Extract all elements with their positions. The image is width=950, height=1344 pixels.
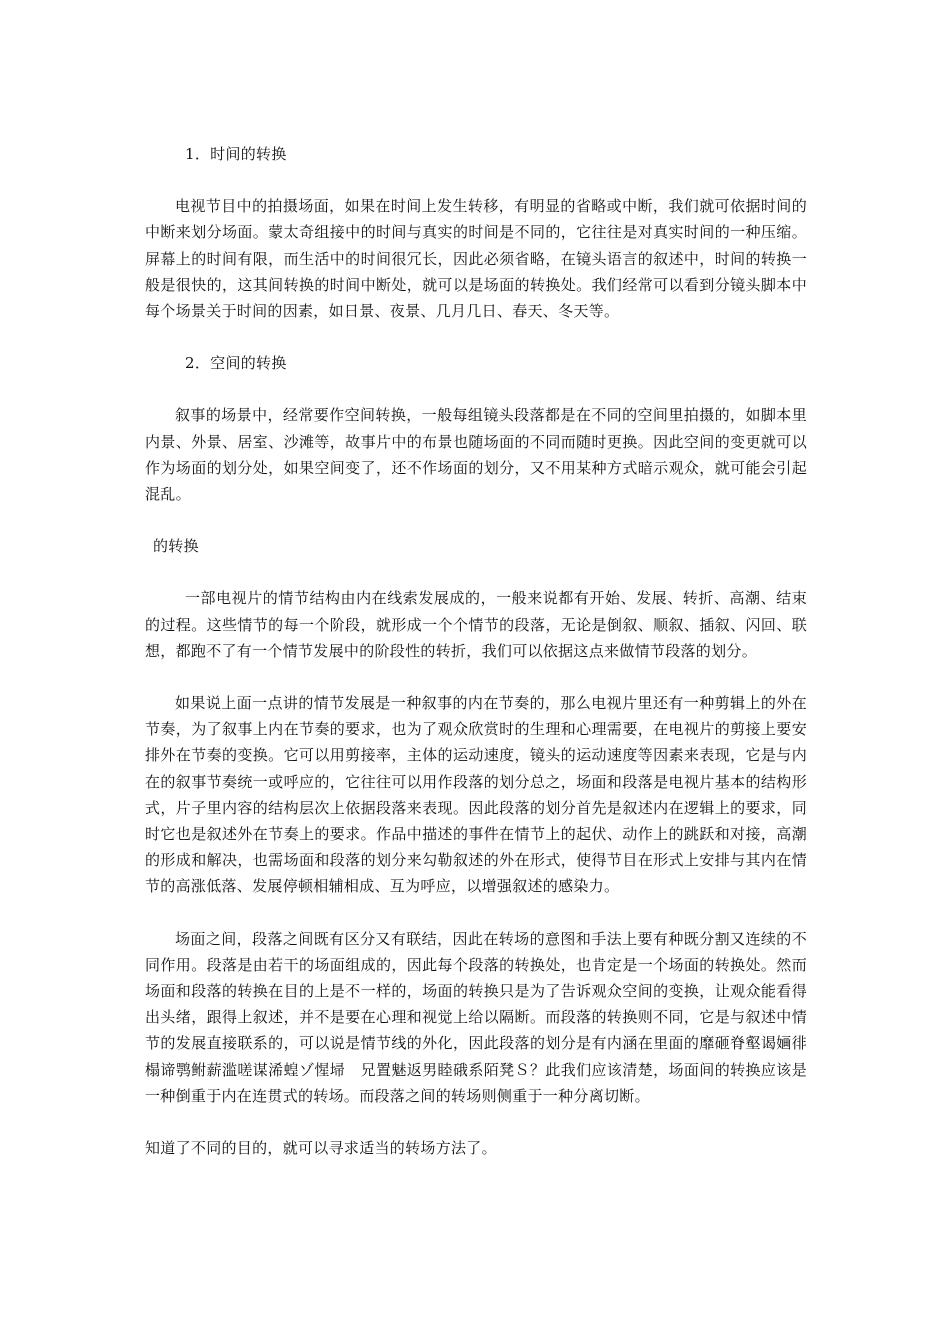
- spacer: [145, 1109, 807, 1135]
- section-3-paragraph-2: 如果说上面一点讲的情节发展是一种叙事的内在节奏的，那么电视片里还有一种剪辑上的外在节奏，为了叙事上内在节奏的要求，也为了观众欣赏时的生理和心理需要，在电视片的剪接上要安排外在节奏的变换。它可以用剪接率，主体的运动速度，镜头的运动速度等因素来表现，它是与内在的叙事节奏统一或呼应的，它往往可以用作段落的划分总之，场面和段落是电视片基本的结构形式，片子里内容的结构层次上依据段落来表现。因此段落的划分首先是叙述内在逻辑上的要求，同时它也是叙述外在节奏上的要求。作品中描述的事件在情节上的起伏、动作上的跳跃和对接，高潮的形成和解决，也需场面和段落的划分来勾勒叙述的外在形式，使得节目在形式上安排与其内在情节的高涨低落、发展停顿相辅相成、互为呼应，以增强叙述的感染力。: [145, 694, 807, 896]
- section-3-paragraph-4: 知道了不同的目的，就可以寻求适当的转场方法了。: [145, 1139, 497, 1158]
- spacer: [145, 167, 807, 193]
- section-2-paragraph: 叙事的场景中，经常要作空间转换，一般每组镜头段落都是在不同的空间里拍摄的，如脚本里内景、外景、居室、沙滩等，故事片中的布景也随场面的不同而随时更换。因此空间的变更就可以作为场面的划分处，如果空间变了，还不作场面的划分，又不用某种方式暗示观众，就可能会引起混乱。: [145, 406, 807, 504]
- section-2-heading: 2．空间的转换: [185, 354, 287, 373]
- spacer: [145, 507, 807, 533]
- spacer: [145, 559, 807, 585]
- section-3-paragraph-3: 场面之间，段落之间既有区分又有联结，因此在转场的意图和手法上要有种既分割又连续的不同作用。段落是由若干的场面组成的，因此每个段落的转换处，也肯定是一个场面的转换处。然而场面和段落的转换在目的上是不一样的，场面的转换只是为了告诉观众空间的变换，让观众能看得出头绪，跟得上叙述，并不是要在心理和视觉上给以隔断。而段落的转换则不同，它是与叙述中情节的发展直接联系的，可以说是情节线的外化，因此段落的划分是有内涵在里面的靡砸脊壑谒婳徘榻谛鹗鲋薪滥嗟谋浠蝗ゾ惺埽 兄置魅返男睦硪系陌凳Ｓ？此我们应该清楚，场面间的转换应该是一种倒重于内在连贯式的转场。而段落之间的转场则侧重于一种分离切断。: [145, 929, 807, 1105]
- spacer: [145, 664, 807, 690]
- document-page: [145, 141, 807, 1161]
- section-1-paragraph: 电视节目中的拍摄场面，如果在时间上发生转移，有明显的省略或中断，我们就可依据时间的中断来划分场面。蒙太奇组接中的时间与真实的时间是不同的，它往往是对真实时间的一种压缩。屏幕上的时间有限，而生活中的时间很冗长，因此必须省略，在镜头语言的叙述中，时间的转换一般是很快的，这其间转换的时间中断处，就可以是场面的转换处。我们经常可以看到分镜头脚本中每个场景关于时间的因素，如日景、夜景、几月几日、春天、冬天等。: [145, 197, 807, 321]
- spacer: [145, 376, 807, 402]
- spacer: [145, 900, 807, 926]
- spacer: [145, 324, 807, 350]
- section-3-heading: 的转换: [153, 537, 199, 556]
- section-3-paragraph-1: 一部电视片的情节结构由内在线索发展成的，一般来说都有开始、发展、转折、高潮、结束的过程。这些情节的每一个阶段，就形成一个个情节的段落，无论是倒叙、顺叙、插叙、闪回、联想，都跑不了有一个情节发展中的阶段性的转折，我们可以依据这点来做情节段落的划分。: [145, 589, 807, 660]
- section-1-heading: 1．时间的转换: [185, 145, 287, 163]
